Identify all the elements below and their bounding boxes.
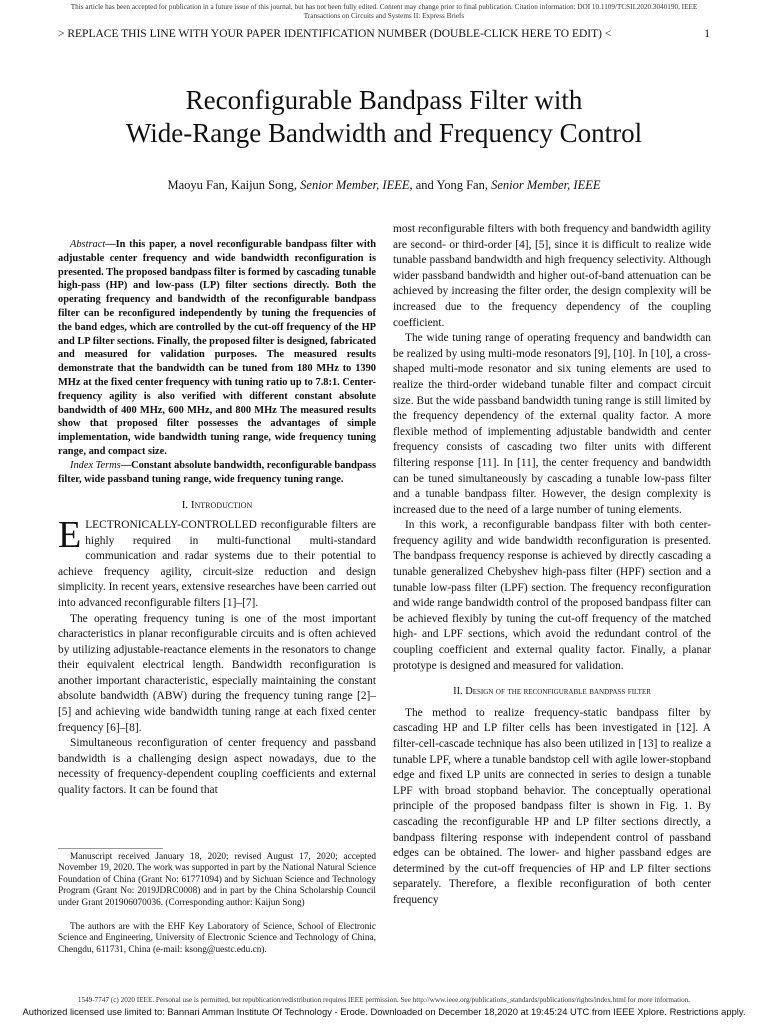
page-number: 1: [704, 28, 710, 40]
header-text: > REPLACE THIS LINE WITH YOUR PAPER IDENTIFICATION NUMBER (DOUBLE-CLICK HERE TO EDIT) <: [58, 28, 612, 40]
abstract-label: Abstract: [70, 239, 106, 250]
right-column: [393, 222, 711, 909]
license-notice: Authorized licensed use limited to: Bannari Amman Institute Of Technology - Erode. Downloaded on December 18,2020 at 19:45:24 UTC from IEEE Xplore. Restrictions apply.: [22, 1006, 746, 1017]
publication-notice: [20, 3, 748, 21]
author-names-1: Maoyu Fan, Kaijun Song,: [167, 178, 301, 192]
intro-paragraph-1: [58, 513, 376, 612]
footnote-affiliation: [58, 922, 376, 956]
publication-notice-line1: This article has been accepted for publication in a future issue of this journal, but has not been fully edited. Content may change prior to final publication. Citation information: DOI 10.1109/TCSII.2020.3040190, IEEE: [70, 3, 698, 11]
footnote-manuscript-text: Manuscript received January 18, 2020; revised August 17, 2020; accepted November 19, 2020. The work was supported in part by the National Natural Science Foundation of China (Grant No: 61771094) and by Sichuan Science and Technology Program (Grant No: 2019JDRC0008) and in part by the China Scholarship Council under Grant 201906070036. (Corresponding author: Kaijun Song): [58, 852, 376, 908]
footnote-divider: [58, 848, 163, 849]
abstract-body: —In this paper, a novel reconfigurable bandpass filter with adjustable center frequency and wide bandwidth reconfiguration is presented. The proposed bandpass filter is formed by cascading tunable high-pass (HP) and low-pass (LP) filter sections directly. Both the operating frequency and bandwidth of the reconfigurable bandpass filter can be reconfigured independently by tuning the frequencies of the band edges, which are controlled by the cut-off frequency of the HP and LP filter sections. Finally, the proposed filter is designed, fabricated and measured for validation purposes. The measured results demonstrate that the bandwidth can be tuned from 180 MHz to 1390 MHz at the fixed center frequency with tuning ratio up to 7.8:1. Center-frequency agility is also verified with different constant absolute bandwidth of 400 MHz, 600 MHz, and 800 MHz The measured results show that proposed filter possesses the advantages of simple implementation, wide bandwidth tuning range, wide frequency tuning range, and compact size.: [58, 239, 376, 457]
author-role-1: Senior Member, IEEE,: [300, 178, 413, 192]
right-paragraph-1: most reconfigurable filters with both frequency and bandwidth agility are second- or third-order [4], [5], since it is difficult to realize wide tunable passband bandwidth and high frequency selectivity. Although wider passband bandwidth and higher out-of-band attenuation can be achieved by increasing the filter order, the design complexity will be increased due to the frequency dependency of the coupling coefficient.: [393, 223, 711, 329]
intro-paragraph-3: Simultaneous reconfiguration of center frequency and passband bandwidth is a challenging design aspect nowadays, due to the necessity of frequency-dependent coupling coefficients and external quality factors. It can be found that: [58, 737, 376, 797]
author-names-2: and Yong Fan,: [412, 178, 492, 192]
footnote-manuscript: [58, 852, 376, 909]
abstract: [58, 238, 376, 459]
right-paragraph-2: The wide tuning range of operating frequency and bandwidth can be realized by using multi-mode resonators [9], [10]. In [10], a cross-shaped multi-mode resonator and six tuning elements are used to realize the third-order wideband tunable filter and compact circuit size. But the wide passband bandwidth tuning range is still limited by the frequency dependency of the external quality factor. A more flexible method of implementing adjustable bandwidth and center frequency consists of cascading two filter units with different filtering response [11]. In [11], the center frequency and bandwidth can be tuned simultaneously by cascading a tunable low-pass filter and a tunable bandpass filter. However, the design complexity is increased due to the need of a large number of tuning elements.: [393, 332, 711, 516]
title-line-1: Reconfigurable Bandpass Filter with: [185, 85, 583, 115]
paper-title: [40, 84, 728, 150]
author-role-2: Senior Member, IEEE: [491, 178, 601, 192]
section-heading-introduction: I. Introduction: [181, 499, 253, 512]
right-paragraph-3: In this work, a reconfigurable bandpass filter with both center-frequency agility and wide bandwidth reconfiguration is presented. The bandpass frequency response is achieved by directly cascading a tunable generalized Chebyshev high-pass filter (HPF) section and a tunable low-pass filter (LPF) section. The frequency reconfiguration and wide range bandwidth control of the proposed bandpass filter can be achieved flexibly by tuning the cut-off frequency of the matched high- and LPF sections, which avoid the redundant control of the coupling coefficient and external quality factor. Finally, a planar prototype is designed and measured for validation.: [393, 519, 711, 672]
intro-paragraph-1-text: LECTRONICALLY-CONTROLLED reconfigurable filters are highly required in multi-functional multi-standard communication and radar systems due to their potential to achieve frequency agility, circuit-size reduction and design simplicity. In recent years, extensive researches have been carried out into advanced reconfigurable filters [1]–[7].: [58, 518, 376, 609]
copyright-notice: 1549-7747 (c) 2020 IEEE. Personal use is permitted, but republication/redistribution requires IEEE permission. See http://www.ieee.org/publications_standards/publications/rights/index.html for more information.: [77, 996, 691, 1004]
title-line-2: Wide-Range Bandwidth and Frequency Control: [125, 118, 643, 148]
intro-paragraph-2: The operating frequency tuning is one of the most important characteristics in planar reconfigurable circuits and is often achieved by utilizing adjustable-reactance elements in the resonators to change their equivalent electrical length. Bandwidth reconfiguration is another important characteristic, especially maintaining the constant absolute bandwidth (ABW) during the frequency tuning range [2]–[5] and achieving wide bandwidth tuning range at each fixed center frequency [6]–[8].: [58, 612, 376, 734]
index-terms: [58, 459, 376, 487]
footnote-affiliation-text: The authors are with the EHF Key Laboratory of Science, School of Electronic Science and Engineering, University of Electronic Science and Technology of China, Chengdu, 611731, China (e-mail: ksong@uestc.edu.cn).: [58, 922, 376, 955]
left-column: [58, 238, 376, 799]
section-heading-design: II. Design of the reconfigurable bandpass filter: [453, 686, 651, 698]
right-paragraph-4: The method to realize frequency-static bandpass filter by cascading HP and LP filter cells has been investigated in [12]. A filter-cell-cascade technique has also been utilized in [13] to realize a tunable LPF, where a tunable bandstop cell with agile lower-stopband edge and fixed LP units are connected in series to design a tunable LPF with broad stopband behavior. The conceptually operational principle of the proposed bandpass filter is shown in Fig. 1. By cascading the reconfigurable HP and LP filter sections directly, a bandpass filtering response with independent control of passband edges can be obtained. The lower- and higher passband edges are determined by the cut-off frequencies of HP and LP filter sections separately. Therefore, a flexible reconfiguration of both center frequency: [393, 706, 711, 906]
index-terms-label: Index Terms: [70, 459, 121, 471]
publication-notice-line2: Transactions on Circuits and Systems II: Express Briefs: [303, 12, 465, 20]
index-terms-body: —Constant absolute bandwidth, reconfigurable bandpass filter, wide passband tuning range, wide frequency tuning range.: [58, 459, 377, 485]
author-list: [40, 178, 728, 193]
running-header: [58, 28, 710, 41]
drop-cap: E: [58, 513, 82, 556]
